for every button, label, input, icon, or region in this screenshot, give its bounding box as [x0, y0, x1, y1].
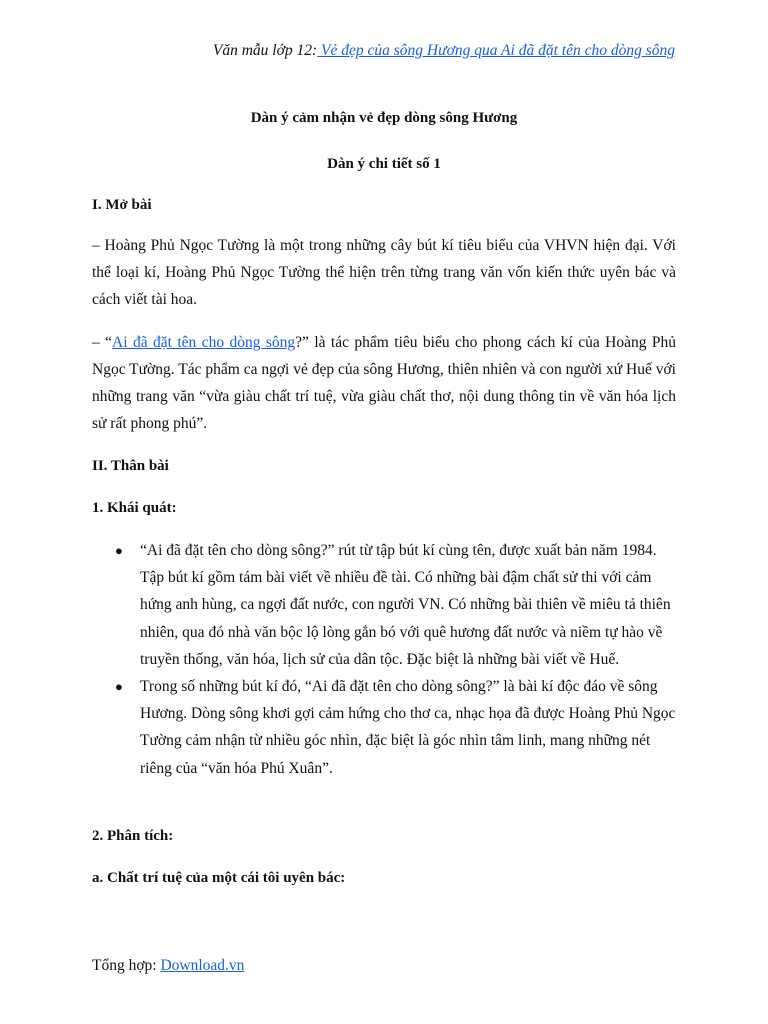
overview-bullet-list: [92, 537, 676, 782]
bullet-icon: ●: [115, 543, 123, 558]
subsection-heading-analysis-a: a. Chất trí tuệ của một cái tôi uyên bác:: [92, 870, 346, 886]
intro-paragraph-1: – Hoàng Phủ Ngọc Tường là một trong những cây bút kí tiêu biểu của VHVN hiện đại. Với thể loại kí, Hoàng Phủ Ngọc Tường thể hiện trên từng trang văn vốn kiến thức uyên bác và cách viết tài hoa.: [92, 237, 676, 308]
section-heading-intro: I. Mở bài: [92, 197, 152, 213]
footer-label: Tổng hợp:: [92, 957, 157, 974]
header-article-link[interactable]: Vẻ đẹp của sông Hương qua Ai đã đặt tên cho dòng sông: [317, 42, 675, 59]
document-subtitle: Dàn ý chi tiết số 1: [327, 156, 441, 172]
work-title-link[interactable]: Ai đã đặt tên cho dòng sông: [112, 334, 296, 351]
list-item-text: Trong số những bút kí đó, “Ai đã đặt tên cho dòng sông?” là bài kí độc đáo về sông Hương. Dòng sông khơi gợi cảm hứng cho thơ ca, nhạc họa đã được Hoàng Phủ Ngọc Tường cảm nhận từ nhiều góc nhìn, đặc biệt là góc nhìn tâm linh, mang những nét riêng của “văn hóa Phú Xuân”.: [140, 678, 676, 777]
intro-paragraph-2-open: – “: [92, 334, 113, 351]
page-footer: [92, 957, 244, 975]
intro-paragraph-2-rest: ?” là tác phẩm tiêu biểu cho phong cách kí của Hoàng Phủ Ngọc Tường. Tác phẩm ca ngợi vẻ đẹp của sông Hương, thiên nhiên và con người xứ Huế với những trang văn “vừa giàu chất trí tuệ, vừa giàu chất thơ, nội dung thông tin về văn hóa lịch sử rất phong phú”.: [92, 334, 676, 432]
list-item-text: “Ai đã đặt tên cho dòng sông?” rút từ tập bút kí cùng tên, được xuất bản năm 1984. Tập bút kí gồm tám bài viết về nhiều đề tài. Có những bài đậm chất sử thi với cảm hứng anh hùng, ca ngợi đất nước, con người VN. Có những bài thiên về miêu tả thiên nhiên, qua đó nhà văn bộc lộ lòng gắn bó với quê hương đất nước và niềm tự hào về truyền thống, văn hóa, lịch sử của dân tộc. Đặc biệt là những bài viết về Huế.: [140, 542, 671, 668]
list-item: [92, 673, 676, 782]
section-heading-body: II. Thân bài: [92, 458, 169, 474]
page-header: [213, 42, 675, 60]
list-item: [92, 537, 676, 673]
subsection-heading-analysis: 2. Phân tích:: [92, 828, 174, 844]
subsection-heading-overview: 1. Khái quát:: [92, 500, 177, 516]
bullet-icon: ●: [115, 679, 123, 695]
intro-paragraph-2: [92, 329, 676, 437]
header-prefix: Văn mẫu lớp 12:: [212, 42, 318, 59]
footer-source-link[interactable]: Download.vn: [160, 957, 245, 974]
document-title: Dàn ý cảm nhận vẻ đẹp dòng sông Hương: [250, 110, 518, 126]
